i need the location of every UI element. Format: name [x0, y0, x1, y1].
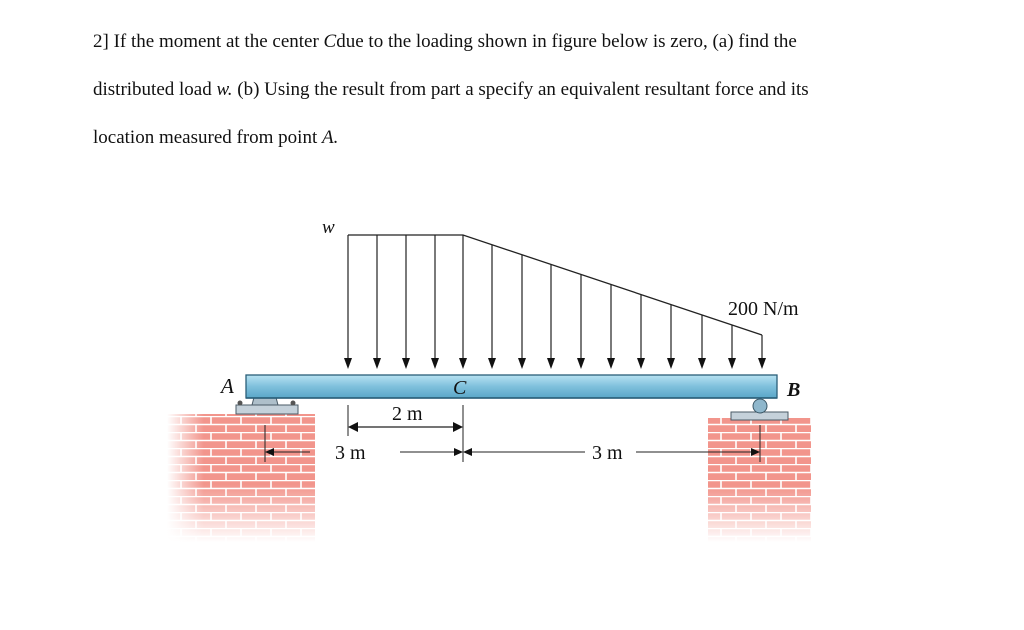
label-3m-left: 3 m: [335, 442, 366, 464]
label-c: C: [453, 377, 467, 399]
roller-support-b: [731, 399, 788, 420]
label-b: B: [787, 379, 801, 401]
load-arrow-head: [518, 358, 526, 369]
load-arrow-head: [577, 358, 585, 369]
variable-c: C: [323, 31, 337, 52]
load-arrow-head: [698, 358, 706, 369]
left-wall: [167, 414, 315, 542]
load-arrow-head: [459, 358, 467, 369]
load-arrow-head: [547, 358, 555, 369]
label-3m-right: 3 m: [592, 442, 623, 464]
label-w: w: [322, 217, 335, 238]
problem-line-3: location measured from point A.: [93, 127, 339, 148]
load-arrow-head: [637, 358, 645, 369]
beam: [246, 375, 777, 398]
load-arrow-head: [431, 358, 439, 369]
problem-number: 2]: [93, 31, 109, 52]
load-arrow-head: [728, 358, 736, 369]
distributed-load: [344, 235, 766, 369]
load-arrow-head: [758, 358, 766, 369]
load-arrow-head: [607, 358, 615, 369]
label-200-n-per-m: 200 N/m: [728, 298, 799, 320]
label-2m: 2 m: [392, 403, 423, 425]
load-arrow-head: [667, 358, 675, 369]
label-a: A: [221, 374, 234, 398]
problem-line-1: 2] If the moment at the center Cdue to the loading shown in figure below is zero, (a) find the: [93, 31, 797, 52]
variable-w: w.: [216, 79, 233, 100]
load-arrow-head: [488, 358, 496, 369]
variable-a: A.: [322, 127, 339, 148]
load-arrow-head: [373, 358, 381, 369]
load-arrow-head: [402, 358, 410, 369]
load-arrow-head: [344, 358, 352, 369]
problem-line-2: distributed load w. (b) Using the result from part a specify an equivalent resultant force and its: [93, 79, 809, 100]
